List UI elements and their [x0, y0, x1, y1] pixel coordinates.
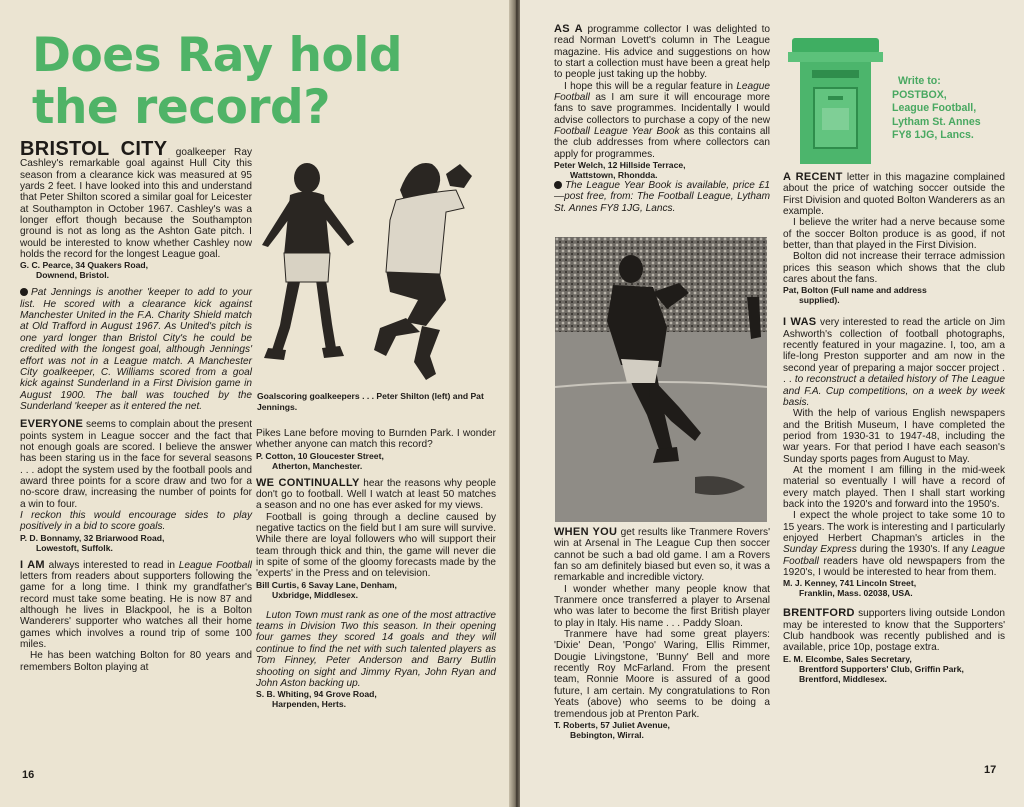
letter-lead: AS A: [554, 23, 583, 35]
letter-text-italic: I reckon this would encourage sides to play positively in a bid to score goals.: [20, 509, 252, 533]
bullet-icon: [554, 181, 562, 189]
goalkeepers-photo: [250, 150, 485, 390]
letter-bristol-city: BRISTOL CITY goalkeeper Ray Cashley's remarkable goal against Hull City this season from a clearance kick was measured at 95 yards 2 feet. I have looked into this and understand that Peter Shilton scored a similar goal for Leicester at Southampton in October 1967. Cashley's was a longer effort though because the Southampton ground is not as long as the Ashton Gate pitch. I would be interested to know whether Cashley now holds the record for the longest League goal.: [20, 138, 253, 261]
left-column-1: BRISTOL CITY goalkeeper Ray Cashley's remarkable goal against Hull City this season from a clearance kick was measured at 95 yards 2 feet. I have looked into this and understand that Peter Shilton scored a similar goal for Leicester at Southampton in October 1967. Cashley's was a longer effort though because the Southampton ground is not as long as the Ashton Gate pitch. I would be interested to know whether Cashley now holds the record for the longest League goal. G. C. Pearce, 34 Quakers Road, Downend, Bristol. Pat Jennings is another 'keeper to add to your list. He scored with a clearance kick against Manchester United in the F.A. Charity Shield match at Old Trafford in August 1967. As United's pitch is one yard longer than Bristol City's he could be credited with the longest goal, although Jennings' effort was not in a League match. A Manchester City goalkeeper, C. Williams scored from a goal kick against Sunderland in a First Division game in August 1900. The ball was touched by the Sunderland 'keeper as it entered the net. EVERYONE seems to complain about the present points system in League soccer and the fact that not enough goals are scored. I believe the answer has been staring us in the face for several seasons . . . adopt the system used by the football pools and award three points for a score draw and two for a no-score draw, increasing the number of points for a win to four. I reckon this would encourage sides to play positively in a bid to score goals. P. D. Bonnamy, 32 Briarwood Road, Lowestoft, Suffolk. I AM always interested to read in League Football letters from readers about supporters following the game for a long time. I think my grandfather's record must take some beating. He is now 87 and although he lives in Blackpool, he is a Bolton Wanderers' supporter who watches all their home games which involves a round trip of some 100 miles. He has been watching Bolton for 80 years and remembers Bolton playing at: [20, 138, 253, 673]
letter-as-a: AS A programme collector I was delighted to read Norman Lovett's column in The League magazine. His advice and suggestions on how to start a collection must have been a great help to people just taking up the hobby.: [554, 23, 771, 81]
letter-signature: P. Cotton, 10 Gloucester Street,: [256, 450, 384, 461]
left-column-2: Pikes Lane before moving to Burnden Park. I wonder whether anyone can match this record? P. Cotton, 10 Gloucester Street, Atherton, Manchester. WE CONTINUALLY hear the reasons why people don't go to football. Well I watch at least 50 matches a season and no one has ever asked for my views. Football is going through a decline caused by negative tactics on the field but I am sure will survive. While there are loyal followers who will support their team through thick and thin, the game will never die in spite of some of the gloomy forecasts made by the 'experts' in the Press and on television. Bill Curtis, 6 Savay Lane, Denham, Uxbridge, Middlesex. Luton Town must rank as one of the most attractive teams in Division Two this season. In their opening four games they scored 14 goals and they will continue to find the net with such talented players as Tom Finney, Peter Anderson and Barry Butlin shooting on sight and Jimmy Ryan, John Ryan and John Aston backing up. S. B. Whiting, 94 Grove Road, Harpenden, Herts.: [256, 428, 497, 710]
letter-signature: Pat, Bolton (Full name and address: [783, 285, 927, 296]
title-line-1: Does Ray hold: [32, 28, 402, 83]
right-column-1: AS A programme collector I was delighted to read Norman Lovett's column in The League magazine. His advice and suggestions on how to start a collection must have been a great help to people just taking up the hobby. I hope this will be a regular feature in League Football as I am sure it will encourage more fans to save programmes. Incidentally I would advise collectors to purchase a copy of the new Football League Year Book as this contains all the club addresses from where collectors can apply for programmes. Peter Welch, 12 Hillside Terrace, Wattstown, Rhondda. The League Year Book is available, price £1—post free, from: The Football League, Lytham St. Annes FY8 1JG, Lancs.: [554, 23, 771, 214]
page-title: [32, 30, 472, 134]
right-page: [520, 0, 1024, 807]
letter-signature: T. Roberts, 57 Juliet Avenue,: [554, 719, 670, 730]
letter-signature: S. B. Whiting, 94 Grove Road,: [256, 689, 377, 700]
letter-lead: WHEN YOU: [554, 526, 618, 538]
page-number-right: 17: [984, 764, 997, 776]
letter-brentford: BRENTFORD supporters living outside London may be interested to know that the Supporters' Club handbook was recently published and is available, price 10p, postage extra.: [783, 607, 1005, 654]
letter-i-am: I AM always interested to read in League Football letters from readers about supporters following the game for a long time. I think my grandfather's record must take some beating. He is now 87 and although he lives in Blackpool, he is a Bolton Wanderers' supporter who watches all their home games which involves a round trip of some 100 miles.: [20, 558, 252, 651]
photo-caption: Goalscoring goalkeepers . . . Peter Shilton (left) and Pat Jennings.: [257, 391, 484, 412]
letter-lead: I WAS: [783, 316, 817, 329]
postbox-icon: [788, 34, 883, 164]
editor-reply: The League Year Book is available, price £1—post free, from: The Football League, Lytham St. Annes FY8 1JG, Lancs.: [554, 180, 770, 214]
right-column-2: A RECENT letter in this magazine complained about the price of watching soccer outside the First Division and quoted Bolton Wanderers as an example. I believe the writer had a nerve because some of the soccer Bolton produce is as good, if not better, than that played in the First Division. Bolton did not increase their terrace admission prices this season which shows that the club cares about the fans. Pat, Bolton (Full name and address supplied). I WAS very interested to read the article on Jim Ashworth's collection of football photographs, recently featured in your magazine. I, too, am a life-long Preston supporter and am now in the second year of preparing a major soccer project . . . to reconstruct a detailed history of The League and F.A. Cup competitions, on a week by week basis. With the help of various English newspapers and the British Museum, I have completed the period from 1930-31 to 1947-48, including the war years. For that period I have each season's Sunday sports pages from August to May. At the moment I am filling in the mid-week material so eventually I will have a record of every match played. Then I shall start working back into the 1920's and forward into the 1950's. I expect the whole project to take some 10 to 15 years. The work is interesting and I particularly enjoyed Herbert Chapman's articles in the Sunday Express during the 1930's. If any League Football readers have old newspapers from the 1920's, I would be interested to hear from them. M. J. Kenney, 741 Lincoln Street, Franklin, Mass. 02038, USA. BRENTFORD supporters living outside London may be interested to know that the Supporters' Club handbook was recently published and is available, price 10p, postage extra. E. M. Elcombe, Sales Secretary, Brentford Supporters' Club, Griffin Park, Brentford, Middlesex.: [783, 171, 1006, 684]
letter-everyone: EVERYONE seems to complain about the present points system in League soccer and the fact that not enough goals are scored. I believe the answer has been staring us in the face for several seasons . . . adopt the system used by the football pools and award three points for a score draw and two for a no-score draw, increasing the number of points for a win to four.: [20, 418, 252, 510]
postbox-address: Write to: POSTBOX, League Football, Lytham St. Annes FY8 1JG, Lancs.: [892, 75, 981, 142]
letter-signature: G. C. Pearce, 34 Quakers Road,: [20, 260, 149, 271]
editor-reply: Luton Town must rank as one of the most attractive teams in Division Two this season. In their opening four games they scored 14 goals and they will continue to find the net with such talented players as Tom Finney, Peter Anderson and Barry Butlin shooting on sight and Jimmy Ryan, John Ryan and John Aston backing up.: [256, 609, 496, 689]
letter-signature: P. D. Bonnamy, 32 Briarwood Road,: [20, 532, 165, 543]
editor-reply: Pat Jennings is another 'keeper to add to your list. He scored with a clearance kick against Manchester United in the F.A. Charity Shield match at Old Trafford in August 1967. As United's pitch is one yard longer than Bristol City's he could be credited with the longest goal, although Jennings' effort was not in a League match. A Manchester City goalkeeper, C. Williams scored from a goal kick against Sunderland in a First Division game in August 1900. The ball was touched by the Sunderland 'keeper as it entered the net.: [20, 287, 252, 412]
letter-when-you: WHEN YOU get results like Tranmere Rovers' win at Arsenal in The League Cup then soccer cannot be such a bad old game. I am a Rovers fan so am definitely biased but even so, it was a remarkable and incredible victory.: [554, 526, 771, 584]
letter-lead: EVERYONE: [20, 418, 84, 431]
letter-lead: WE CONTINUALLY: [256, 476, 360, 489]
letter-lead: BRISTOL CITY: [20, 138, 168, 160]
letter-signature: Peter Welch, 12 Hillside Terrace,: [554, 160, 686, 171]
letter-a-recent: A RECENT letter in this magazine complained about the price of watching soccer outside the First Division and quoted Bolton Wanderers as an example.: [783, 171, 1006, 218]
page-number-left: 16: [22, 769, 35, 781]
letter-lead: I AM: [20, 558, 45, 571]
letter-signature: Bill Curtis, 6 Savay Lane, Denham,: [256, 579, 397, 590]
title-line-2: the record?: [32, 80, 330, 135]
right-column-1b: WHEN YOU get results like Tranmere Rovers' win at Arsenal in The League Cup then soccer cannot be such a bad old game. I am a Rovers fan so am definitely biased but even so, it was a remarkable and incredible victory. I wonder whether many people know that Tranmere once transferred a player to Arsenal who was later to become the first British player to play in Italy. His name . . . Paddy Sloan. Tranmere have had some great players: 'Dixie' Dean, 'Pongo' Waring, Ellis Rimmer, Dougie Livingstone, 'Bunny' Bell and more recently Roy McFarland. From the present team, Ronnie Moore is assured of a good future, I am certain. My congratulations to Ron Yeats (above) who seems to be doing a tremendous job at Prenton Park. T. Roberts, 57 Juliet Avenue, Bebington, Wirral.: [554, 526, 771, 740]
bullet-icon: [20, 288, 28, 296]
letter-signature: E. M. Elcombe, Sales Secretary,: [783, 653, 912, 664]
letter-signature: M. J. Kenney, 741 Lincoln Street,: [783, 578, 917, 589]
goalkeeper-photo: [555, 237, 767, 522]
letter-lead: A RECENT: [783, 171, 843, 183]
letter-lead: BRENTFORD: [783, 607, 855, 620]
letter-we-continually: WE CONTINUALLY hear the reasons why people don't go to football. Well I watch at least 50 matches a season and no one has ever asked for my views.: [256, 476, 497, 512]
letter-i-was: I WAS very interested to read the article on Jim Ashworth's collection of football photographs, recently featured in your magazine. I, too, am a life-long Preston supporter and am now in the second year of preparing a major soccer project . . . to reconstruct a detailed history of The League and F.A. Cup competitions, on a week by week basis.: [783, 316, 1006, 408]
